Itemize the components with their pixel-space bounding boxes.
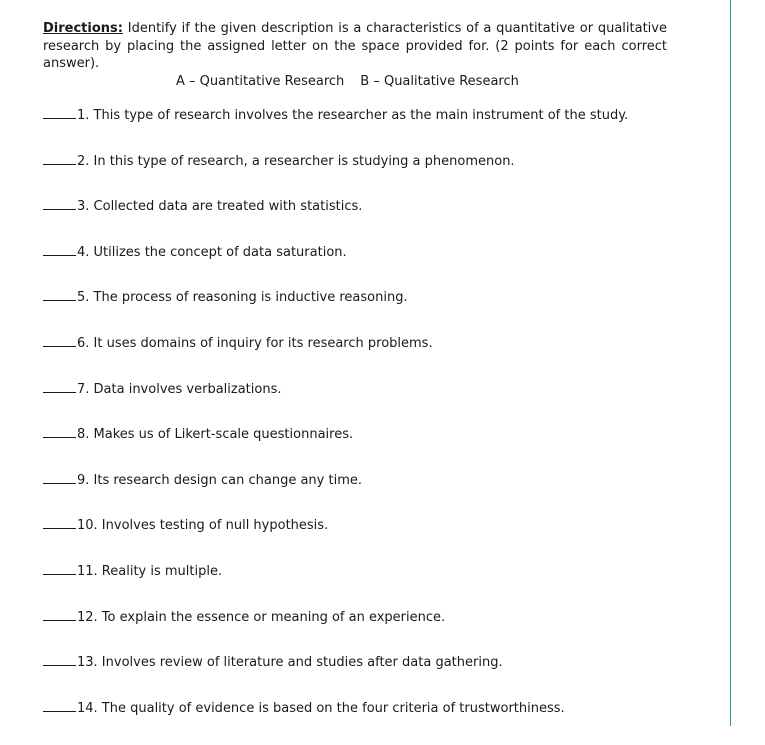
question-list xyxy=(43,107,628,745)
question-item xyxy=(43,153,628,199)
question-item xyxy=(43,198,628,244)
question-item xyxy=(43,289,628,335)
question-item xyxy=(43,563,628,609)
question-item xyxy=(43,244,628,290)
page-border-line xyxy=(730,0,731,726)
question-text: 13. Involves review of literature and studies after data gathering. xyxy=(77,655,503,671)
answer-blank[interactable] xyxy=(43,335,76,347)
question-item xyxy=(43,654,628,700)
directions-label: Directions: xyxy=(43,21,123,36)
answer-blank[interactable] xyxy=(43,609,76,621)
question-item xyxy=(43,517,628,563)
directions-paragraph xyxy=(43,20,667,73)
question-item xyxy=(43,381,628,427)
question-item xyxy=(43,472,628,518)
answer-blank[interactable] xyxy=(43,244,76,256)
question-text: 11. Reality is multiple. xyxy=(77,563,223,579)
answer-blank[interactable] xyxy=(43,654,76,666)
directions-text: Identify if the given description is a characteristics of a quantitative or qualitative research by placing the assigned letter on the space provided for. (2 points for each correct answer). xyxy=(43,21,667,71)
question-item xyxy=(43,700,628,745)
question-text: 14. The quality of evidence is based on the four criteria of trustworthiness. xyxy=(77,700,565,716)
question-text: 1. This type of research involves the researcher as the main instrument of the study. xyxy=(77,108,629,123)
answer-blank[interactable] xyxy=(43,289,76,301)
answer-blank[interactable] xyxy=(43,153,76,165)
question-text: 9. Its research design can change any time. xyxy=(77,472,362,488)
question-text: 10. Involves testing of null hypothesis. xyxy=(77,518,329,534)
question-text: 8. Makes us of Likert-scale questionnaires. xyxy=(77,427,354,443)
question-text: 12. To explain the essence or meaning of an experience. xyxy=(77,609,446,625)
question-text: 7. Data involves verbalizations. xyxy=(77,381,282,397)
answer-blank[interactable] xyxy=(43,381,76,393)
question-item xyxy=(43,426,628,472)
answer-blank[interactable] xyxy=(43,700,76,712)
answer-blank[interactable] xyxy=(43,426,76,438)
answer-blank[interactable] xyxy=(43,472,76,484)
question-text: 5. The process of reasoning is inductive reasoning. xyxy=(77,290,408,306)
answer-blank[interactable] xyxy=(43,198,76,210)
answer-blank[interactable] xyxy=(43,517,76,529)
question-item xyxy=(43,609,628,655)
answer-legend xyxy=(176,73,519,90)
question-item xyxy=(43,107,628,153)
question-text: 2. In this type of research, a researcher is studying a phenomenon. xyxy=(77,153,515,169)
question-item xyxy=(43,335,628,381)
question-text: 4. Utilizes the concept of data saturation. xyxy=(77,244,347,260)
question-text: 6. It uses domains of inquiry for its research problems. xyxy=(77,335,433,351)
answer-blank[interactable] xyxy=(43,563,76,575)
legend-option-a: A – Quantitative Research xyxy=(176,74,345,89)
question-text: 3. Collected data are treated with statistics. xyxy=(77,199,363,215)
legend-option-b: B – Qualitative Research xyxy=(360,74,519,89)
answer-blank[interactable] xyxy=(43,107,76,119)
